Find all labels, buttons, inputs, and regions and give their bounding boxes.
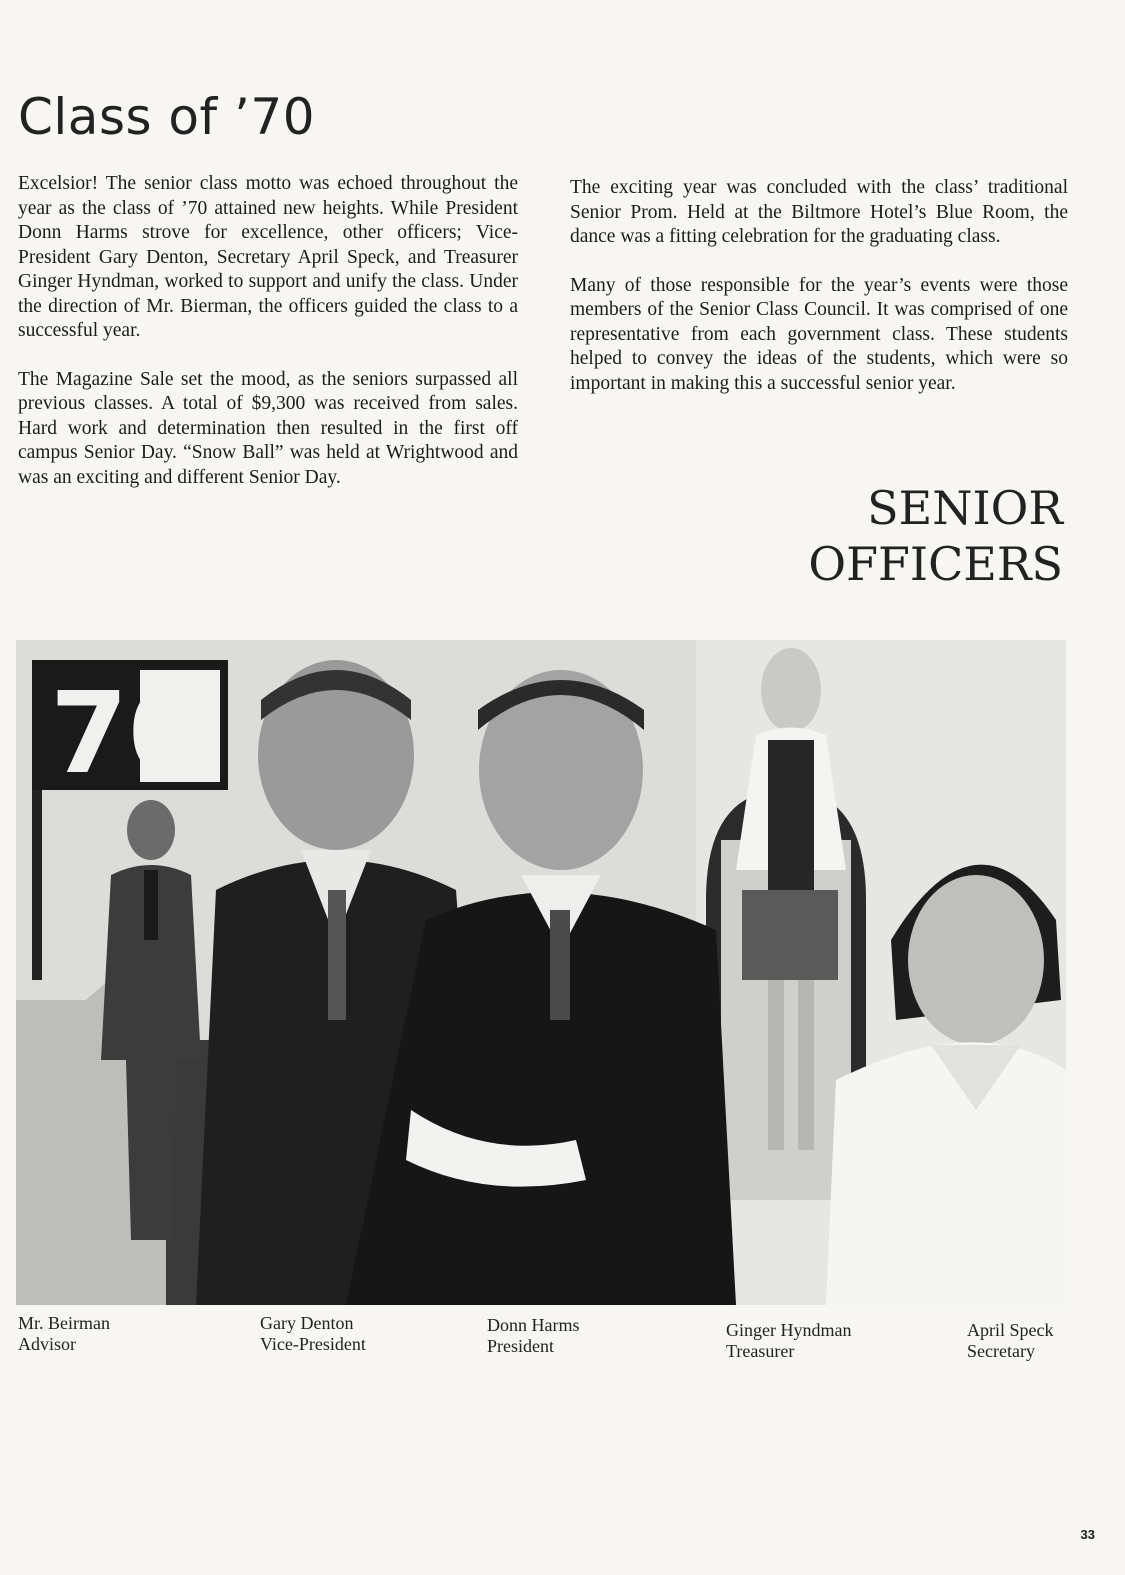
section-heading <box>808 480 1063 592</box>
caption-role: Treasurer <box>726 1341 795 1361</box>
section-heading-line2: OFFICERS <box>808 537 1063 591</box>
left-text-column <box>18 172 518 514</box>
caption-role: Vice-President <box>260 1334 366 1354</box>
caption-secretary <box>967 1320 1053 1362</box>
officers-group-photo <box>16 640 1066 1305</box>
caption-treasurer <box>726 1320 851 1362</box>
caption-advisor <box>18 1313 110 1355</box>
caption-role: Advisor <box>18 1334 76 1354</box>
caption-name: Ginger Hyndman <box>726 1320 852 1340</box>
caption-name: April Speck <box>967 1320 1054 1340</box>
caption-name: Mr. Beirman <box>18 1313 110 1333</box>
caption-president <box>487 1315 580 1357</box>
right-text-column <box>570 176 1068 420</box>
paragraph-magazine-sale: The Magazine Sale set the mood, as the seniors surpassed all previous classes. A total of $9,300 was received from sales. Hard work and determination then resulted in the first off campus Senior Day. “Snow Ball” was held at Wrightwood and was an exciting and different Senior Day. <box>18 368 518 488</box>
paragraph-senior-prom: The exciting year was concluded with the class’ traditional Senior Prom. Held at the Biltmore Hotel’s Blue Room, the dance was a fitting celebration for the graduating class. <box>570 177 1068 247</box>
caption-name: Gary Denton <box>260 1313 354 1333</box>
sign-number: 70 <box>50 669 206 799</box>
page-number: 33 <box>1080 1527 1095 1542</box>
section-heading-line1: SENIOR <box>867 481 1063 535</box>
paragraph-motto: Excelsior! The senior class motto was echoed throughout the year as the class of ’70 attained new heights. While President Donn Harms strove for excellence, other officers; Vice-President Gary Denton, Secretary April Speck, and Treasurer Ginger Hyndman, worked to support and unify the class. Under the direction of Mr. Bierman, the officers guided the class to a successful year. <box>18 173 518 341</box>
page-title: Class of ’70 <box>18 88 316 146</box>
paragraph-class-council: Many of those responsible for the year’s events were those members of the Senior Class Council. It was comprised of one representative from each government class. These students helped to convey the ideas of the students, which were so important in making this a successful senior year. <box>570 274 1068 394</box>
caption-name: Donn Harms <box>487 1315 580 1335</box>
caption-role: Secretary <box>967 1341 1035 1361</box>
caption-vice-president <box>260 1313 366 1355</box>
caption-role: President <box>487 1336 554 1356</box>
